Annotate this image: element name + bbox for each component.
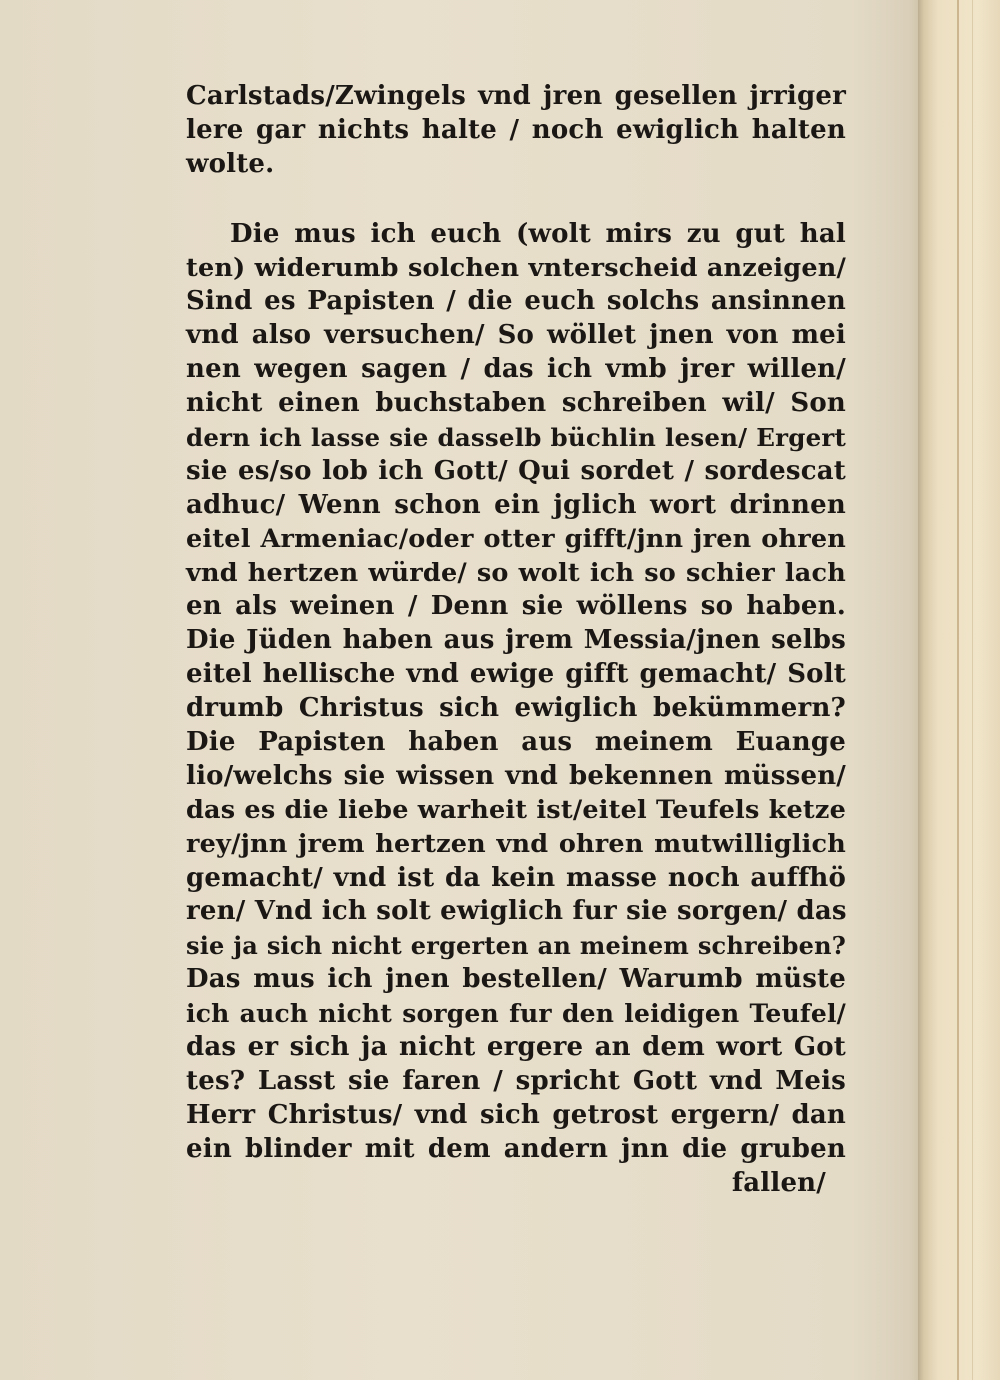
catchword: fallen/ <box>731 1167 826 1198</box>
text-line: ren/ Vnd ich solt ewiglich fur sie sorgen/ das <box>186 896 847 927</box>
text-line: das es die liebe warheit ist/eitel Teufels ketze <box>186 794 846 825</box>
page-fold-secondary <box>972 0 973 1380</box>
text-line: en als weinen / Denn sie wöllens so haben. <box>186 591 846 622</box>
text-line: Herr Christus/ vnd sich getrost ergern/ dan <box>186 1099 846 1130</box>
text-line: eitel Armeniac/oder otter gifft/jnn jren ohren <box>186 523 846 554</box>
text-line: vnd also versuchen/ So wöllet jnen von mei <box>186 320 846 351</box>
text-line: drumb Christus sich ewiglich bekümmern? <box>186 693 846 724</box>
text-line: gemacht/ vnd ist da kein masse noch auffhö <box>186 862 846 893</box>
text-line: Das mus ich jnen bestellen/ Warumb müste <box>186 964 846 995</box>
text-line: ten) widerumb solchen vnterscheid anzeigen/ <box>186 252 846 283</box>
text-line: lere gar nichts halte / noch ewiglich halten <box>186 114 846 145</box>
text-line: dern ich lasse sie dasselb büchlin lesen/ Ergert <box>186 423 846 453</box>
paragraph-gap <box>186 182 846 218</box>
text-block <box>186 80 846 1201</box>
text-line: lio/welchs sie wissen vnd bekennen müssen/ <box>186 760 846 791</box>
text-line: Sind es Papisten / die euch solchs ansinnen <box>186 286 846 317</box>
text-line: das er sich ja nicht ergere an dem wort Got <box>186 1032 846 1063</box>
text-line: Carlstads/Zwingels vnd jren gesellen jrriger <box>186 81 846 111</box>
text-line: sie ja sich nicht ergerten an meinem schreiben? <box>186 931 846 961</box>
text-line: Die Papisten haben aus meinem Euange <box>186 727 846 758</box>
text-line: ein blinder mit dem andern jnn die gruben <box>186 1133 846 1164</box>
text-line: tes? Lasst sie faren / spricht Gott vnd Meis <box>186 1065 846 1096</box>
text-line: nen wegen sagen / das ich vmb jrer willen/ <box>186 354 846 385</box>
text-line: wolte. <box>186 148 275 179</box>
text-line: adhuc/ Wenn schon ein jglich wort drinnen <box>186 489 846 520</box>
text-line: Die mus ich euch (wolt mirs zu gut hal <box>230 218 846 249</box>
text-line: ich auch nicht sorgen fur den leidigen Teufel/ <box>186 999 846 1029</box>
page-fold <box>957 0 959 1380</box>
text-line: Die Jüden haben aus jrem Messia/jnen selbs <box>186 625 846 656</box>
text-line: sie es/so lob ich Gott/ Qui sordet / sordescat <box>186 455 846 486</box>
text-line: nicht einen buchstaben schreiben wil/ Son <box>186 388 846 419</box>
text-line: eitel hellische vnd ewige gifft gemacht/ Solt <box>186 659 846 690</box>
text-line: rey/jnn jrem hertzen vnd ohren mutwilliglich <box>186 828 846 859</box>
page-edge <box>918 0 1000 1380</box>
text-line: vnd hertzen würde/ so wolt ich so schier lach <box>186 557 846 588</box>
